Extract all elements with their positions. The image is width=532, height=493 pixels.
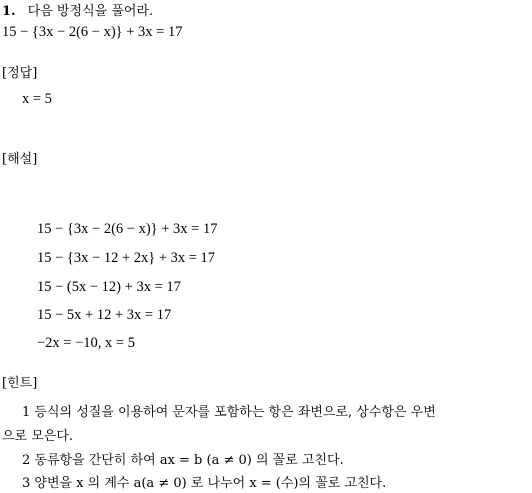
problem-instruction: 다음 방정식을 풀어라.	[27, 4, 154, 19]
answer-value: x = 5	[22, 91, 52, 107]
solution-heading: [해설]	[2, 152, 38, 167]
hint-heading: [힌트]	[2, 376, 38, 391]
solution-step: 15 − {3x − 2(6 − x)} + 3x = 17	[37, 221, 218, 237]
hint-line: 2 동류항을 간단히 하여 ax = b (a ≠ 0) 의 꼴로 고친다.	[22, 453, 344, 468]
hint-line: 3 양변을 x 의 계수 a(a ≠ 0) 로 나누어 x = (수)의 꼴로 고친다.	[22, 476, 387, 491]
hint-line: 1 등식의 성질을 이용하여 문자를 포함하는 항은 좌변으로, 상수항은 우변	[22, 405, 436, 420]
solution-step: −2x = −10, x = 5	[37, 335, 135, 351]
solution-step: 15 − (5x − 12) + 3x = 17	[37, 279, 181, 295]
problem-number: 1.	[2, 4, 16, 19]
answer-heading: [정답]	[2, 66, 38, 81]
solution-step: 15 − {3x − 12 + 2x} + 3x = 17	[37, 250, 216, 266]
solution-step: 15 − 5x + 12 + 3x = 17	[37, 307, 172, 323]
problem-equation: 15 − {3x − 2(6 − x)} + 3x = 17	[2, 24, 183, 40]
problem-header	[2, 3, 153, 21]
hint-line: 으로 모은다.	[2, 429, 74, 444]
